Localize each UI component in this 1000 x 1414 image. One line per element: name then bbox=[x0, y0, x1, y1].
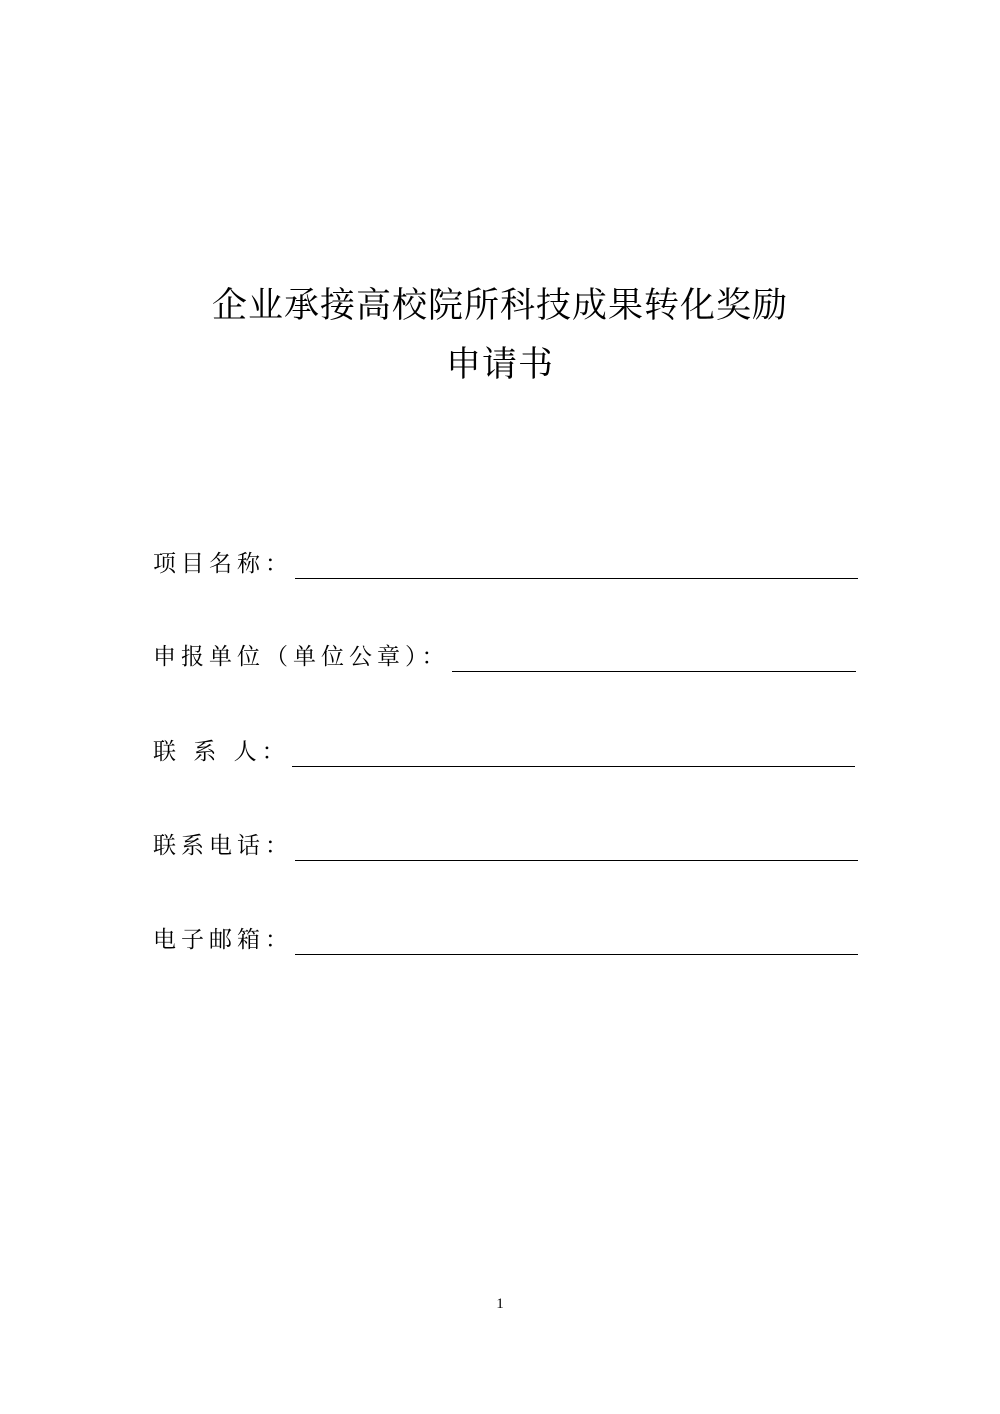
contact-phone-blank-line[interactable] bbox=[295, 860, 858, 861]
email-label: 电子邮箱： bbox=[153, 927, 293, 953]
email-blank-line[interactable] bbox=[295, 954, 858, 955]
project-name-blank-line[interactable] bbox=[295, 578, 858, 579]
document-subtitle: 申请书 bbox=[445, 345, 554, 385]
contact-person-blank-line[interactable] bbox=[292, 766, 855, 767]
project-name-label: 项目名称： bbox=[153, 551, 293, 577]
applicant-unit-label: 申报单位（单位公章）： bbox=[153, 644, 450, 670]
contact-person-label: 联 系 人： bbox=[153, 739, 290, 765]
applicant-unit-blank-line[interactable] bbox=[452, 671, 856, 672]
contact-phone-label: 联系电话： bbox=[153, 833, 293, 859]
contact-person-field bbox=[153, 729, 855, 769]
document-title: 企业承接高校院所科技成果转化奖励 bbox=[211, 286, 788, 326]
contact-phone-field bbox=[153, 823, 858, 863]
project-name-field bbox=[153, 541, 858, 581]
email-field bbox=[153, 917, 858, 957]
applicant-unit-field bbox=[153, 634, 856, 674]
page-number: 1 bbox=[496, 1296, 504, 1312]
